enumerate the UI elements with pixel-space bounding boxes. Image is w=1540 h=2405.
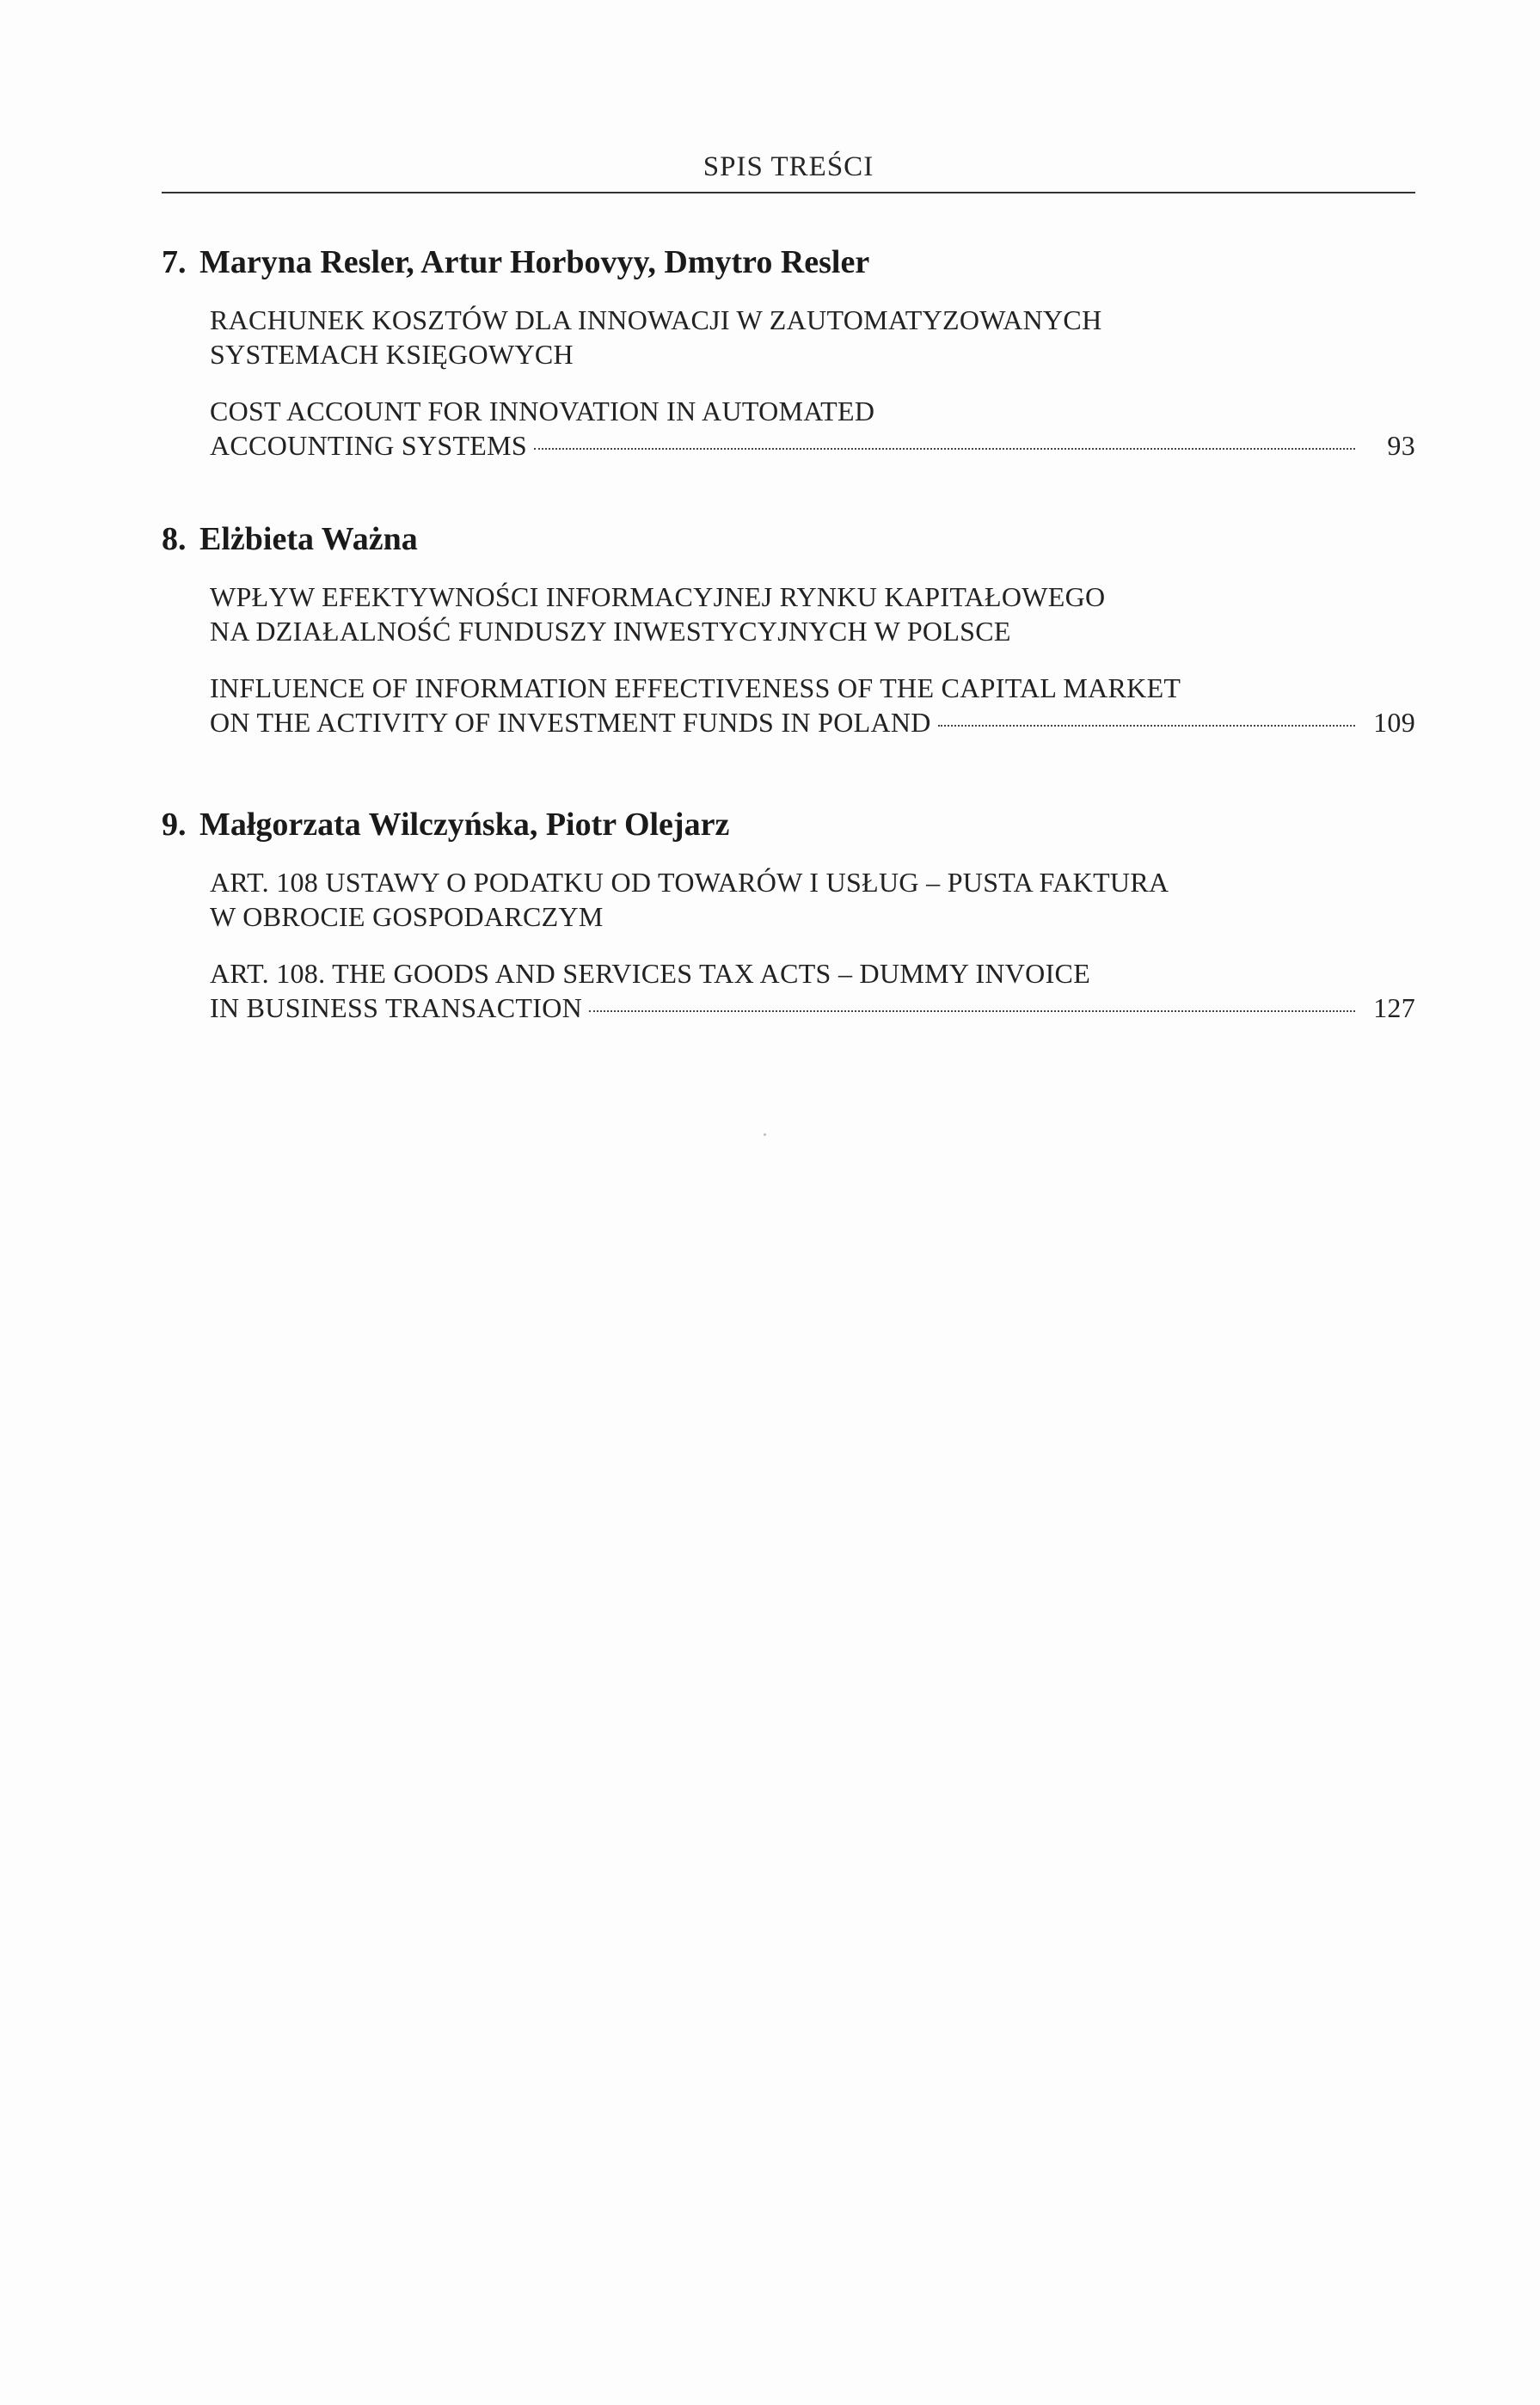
dot-leader bbox=[534, 448, 1355, 450]
title-en-line: INFLUENCE OF INFORMATION EFFECTIVENESS OF THE CAPITAL MARKET bbox=[210, 672, 1181, 703]
title-en-last-line bbox=[210, 428, 1415, 463]
header-rule bbox=[162, 192, 1415, 193]
entry-title-english bbox=[210, 956, 1415, 1025]
entry-author-names: Elżbieta Ważna bbox=[199, 521, 418, 557]
entry-title-polish bbox=[210, 303, 1415, 371]
entry-number: 7. bbox=[162, 244, 187, 280]
entry-authors bbox=[162, 519, 1415, 559]
page-number[interactable]: 127 bbox=[1373, 992, 1415, 1023]
title-en-line: COST ACCOUNT FOR INNOVATION IN AUTOMATED bbox=[210, 396, 875, 426]
title-en-text: IN BUSINESS TRANSACTION bbox=[210, 992, 583, 1023]
entry-title-english bbox=[210, 671, 1415, 739]
title-en-text: ON THE ACTIVITY OF INVESTMENT FUNDS IN POLAND bbox=[210, 707, 931, 738]
title-pl-line: W OBROCIE GOSPODARCZYM bbox=[210, 901, 604, 932]
page-number[interactable]: 109 bbox=[1373, 707, 1415, 738]
entry-authors bbox=[162, 805, 1415, 844]
title-pl-line: ART. 108 USTAWY O PODATKU OD TOWARÓW I USŁUG – PUSTA FAKTURA bbox=[210, 867, 1169, 898]
entry-title-english bbox=[210, 394, 1415, 463]
toc-entry-7 bbox=[162, 242, 1415, 463]
dot-leader bbox=[938, 725, 1355, 727]
entry-author-names: Maryna Resler, Artur Horbovyy, Dmytro Resler bbox=[199, 244, 870, 280]
running-head: SPIS TREŚCI bbox=[703, 151, 874, 182]
title-pl-line: WPŁYW EFEKTYWNOŚCI INFORMACYJNEJ RYNKU KAPITAŁOWEGO bbox=[210, 581, 1106, 612]
title-pl-line: SYSTEMACH KSIĘGOWYCH bbox=[210, 339, 574, 370]
toc-entry-9 bbox=[162, 805, 1415, 1025]
title-en-last-line bbox=[210, 705, 1415, 739]
entry-title-polish bbox=[210, 580, 1415, 648]
title-en-last-line bbox=[210, 991, 1415, 1025]
entry-number: 9. bbox=[162, 807, 187, 843]
dot-leader bbox=[589, 1010, 1355, 1012]
entry-author-names: Małgorzata Wilczyńska, Piotr Olejarz bbox=[199, 807, 730, 843]
title-pl-line: NA DZIAŁALNOŚĆ FUNDUSZY INWESTYCYJNYCH W POLSCE bbox=[210, 616, 1011, 647]
scan-speck bbox=[764, 1133, 766, 1136]
title-en-line: ART. 108. THE GOODS AND SERVICES TAX ACTS – DUMMY INVOICE bbox=[210, 958, 1091, 989]
title-pl-line: RACHUNEK KOSZTÓW DLA INNOWACJI W ZAUTOMATYZOWANYCH bbox=[210, 304, 1102, 335]
entry-number: 8. bbox=[162, 521, 187, 557]
title-en-text: ACCOUNTING SYSTEMS bbox=[210, 430, 527, 461]
page-number[interactable]: 93 bbox=[1387, 430, 1415, 461]
entry-title-polish bbox=[210, 865, 1415, 934]
toc-entry-8 bbox=[162, 519, 1415, 739]
entry-authors bbox=[162, 242, 1415, 282]
